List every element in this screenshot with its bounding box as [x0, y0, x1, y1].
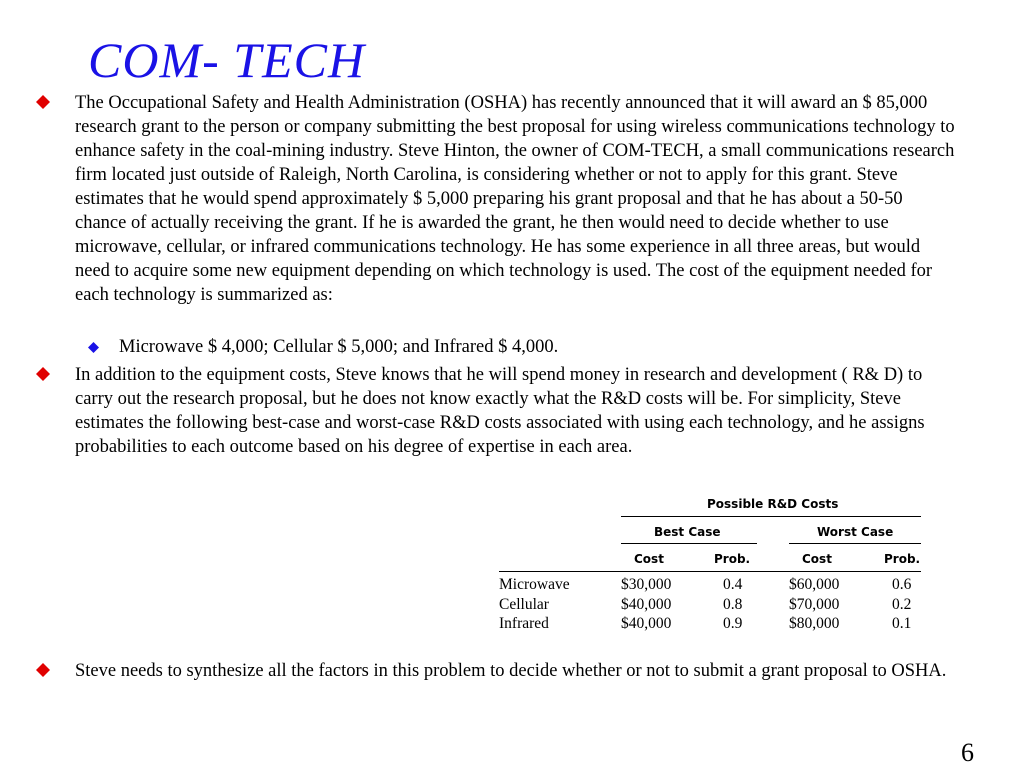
divider [621, 543, 757, 544]
bullet-synthesize [36, 659, 956, 683]
red-diamond-icon [36, 663, 50, 677]
blue-diamond-icon [88, 342, 99, 353]
group-header-worst-case: Worst Case [817, 525, 894, 539]
best-prob: 0.4 [723, 576, 743, 593]
red-diamond-icon [36, 95, 50, 109]
divider [789, 543, 921, 544]
page-number: 6 [961, 738, 974, 767]
red-diamond-icon [36, 367, 50, 381]
worst-prob: 0.2 [892, 596, 912, 613]
table-title: Possible R&D Costs [707, 497, 839, 511]
bullet-rd-costs [36, 363, 956, 459]
column-header-prob: Prob. [714, 552, 751, 566]
row-label: Microwave [499, 576, 570, 593]
best-prob: 0.8 [723, 596, 743, 613]
best-cost: $40,000 [621, 596, 672, 613]
worst-cost: $80,000 [789, 615, 840, 632]
group-header-best-case: Best Case [654, 525, 721, 539]
rd-costs-table [499, 495, 929, 635]
row-label: Cellular [499, 596, 549, 613]
bullet-text: In addition to the equipment costs, Steve knows that he will spend money in research and development ( R& D) to carry out the research proposal, but he does not know exactly what the R&D costs will be. For simplicity, Steve estimates the following best-case and worst-case R&D costs associated with using each technology, and he assigns probabilities to each outcome based on his degree of expertise in each area. [75, 365, 925, 457]
slide-title: COM- TECH [88, 32, 366, 88]
bullet-text: Steve needs to synthesize all the factors in this problem to decide whether or not to submit a grant proposal to OSHA. [75, 661, 947, 681]
column-header-cost: Cost [802, 552, 832, 566]
best-cost: $30,000 [621, 576, 672, 593]
best-cost: $40,000 [621, 615, 672, 632]
column-header-prob: Prob. [884, 552, 921, 566]
worst-prob: 0.1 [892, 615, 912, 632]
divider [499, 571, 921, 572]
worst-cost: $70,000 [789, 596, 840, 613]
sub-bullet-text: Microwave $ 4,000; Cellular $ 5,000; and Infrared $ 4,000. [119, 337, 559, 357]
row-label: Infrared [499, 615, 549, 632]
bullet-text: The Occupational Safety and Health Administration (OSHA) has recently announced that it will award an $ 85,000 research grant to the person or company submitting the best proposal for using wireless communications technology to enhance safety in the coal-mining industry. Steve Hinton, the owner of COM-TECH, a small communications research firm located just outside of Raleigh, North Carolina, is considering whether or not to apply for this grant. Steve estimates that he would spend approximately $ 5,000 preparing his grant proposal and that he has about a 50-50 chance of actually receiving the grant. If he is awarded the grant, he then would need to decide whether to use microwave, cellular, or infrared communications technology. He has some experience in all three areas, but would need to acquire some new equipment depending on which technology is used. The cost of the equipment needed for each technology is summarized as: [75, 93, 955, 305]
worst-cost: $60,000 [789, 576, 840, 593]
worst-prob: 0.6 [892, 576, 912, 593]
sub-bullet-equipment-costs [88, 335, 938, 359]
bullet-osha-grant [36, 91, 956, 307]
column-header-cost: Cost [634, 552, 664, 566]
divider [621, 516, 921, 517]
best-prob: 0.9 [723, 615, 743, 632]
